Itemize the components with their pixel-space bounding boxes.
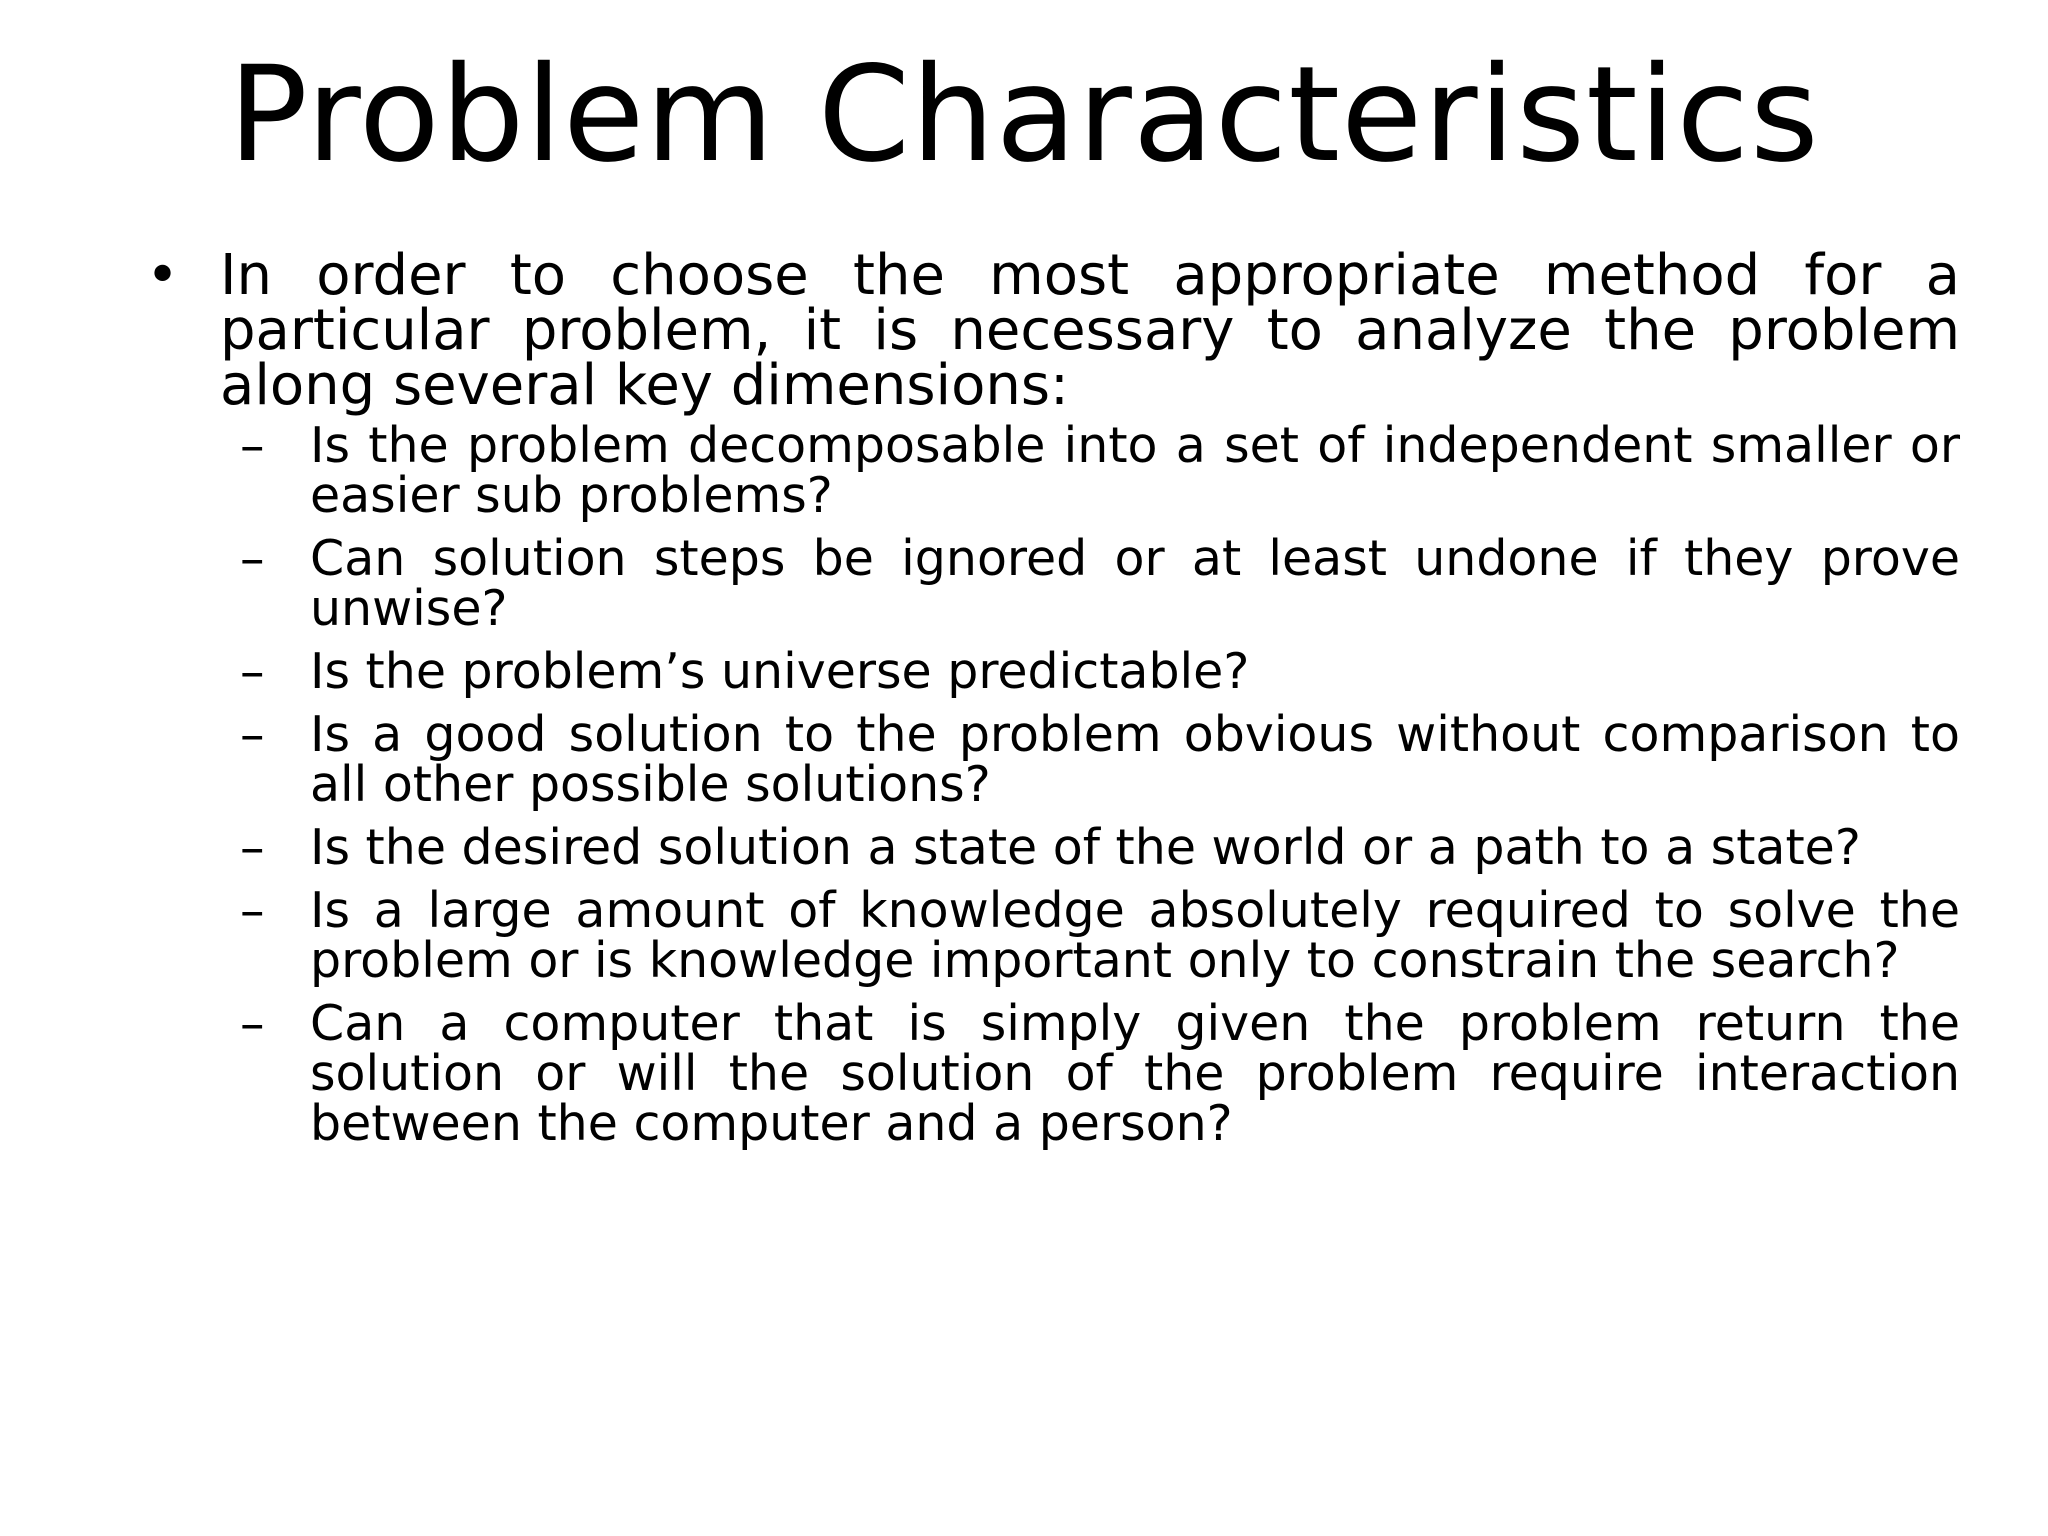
question-item: [140, 417, 1960, 524]
question-text: Is the desired solution a state of the world or a path to a state?: [310, 819, 1861, 876]
dash-icon: –: [240, 882, 265, 939]
question-item: [140, 819, 1960, 876]
question-text: Is a good solution to the problem obvious without comparison to all other possible solutions?: [310, 706, 1960, 813]
bullet-dot-icon: •: [146, 243, 180, 308]
slide-title: Problem Characteristics: [228, 38, 1820, 192]
question-text: Is the problem decomposable into a set of independent smaller or easier sub problems?: [310, 417, 1960, 524]
question-item: [140, 530, 1960, 637]
question-list: [140, 417, 1960, 1152]
question-text: Is a large amount of knowledge absolutely required to solve the problem or is knowledge important only to constrain the search?: [310, 882, 1960, 989]
question-item: [140, 995, 1960, 1152]
question-text: Can solution steps be ignored or at least undone if they prove unwise?: [310, 530, 1960, 637]
dash-icon: –: [240, 530, 265, 587]
question-item: [140, 882, 1960, 989]
question-text: Is the problem’s universe predictable?: [310, 643, 1250, 700]
question-item: [140, 706, 1960, 813]
dash-icon: –: [240, 819, 265, 876]
dash-icon: –: [240, 706, 265, 763]
question-text: Can a computer that is simply given the problem return the solution or will the solution of the problem require interaction between the computer and a person?: [310, 995, 1960, 1152]
main-bullet-text: In order to choose the most appropriate method for a particular problem, it is necessary to analyze the problem along several key dimensions:: [220, 243, 1960, 418]
main-bullet: [140, 243, 1960, 418]
question-item: [140, 643, 1960, 700]
dash-icon: –: [240, 995, 265, 1052]
dash-icon: –: [240, 643, 265, 700]
dash-icon: –: [240, 417, 265, 474]
slide-content: [140, 243, 1960, 1162]
